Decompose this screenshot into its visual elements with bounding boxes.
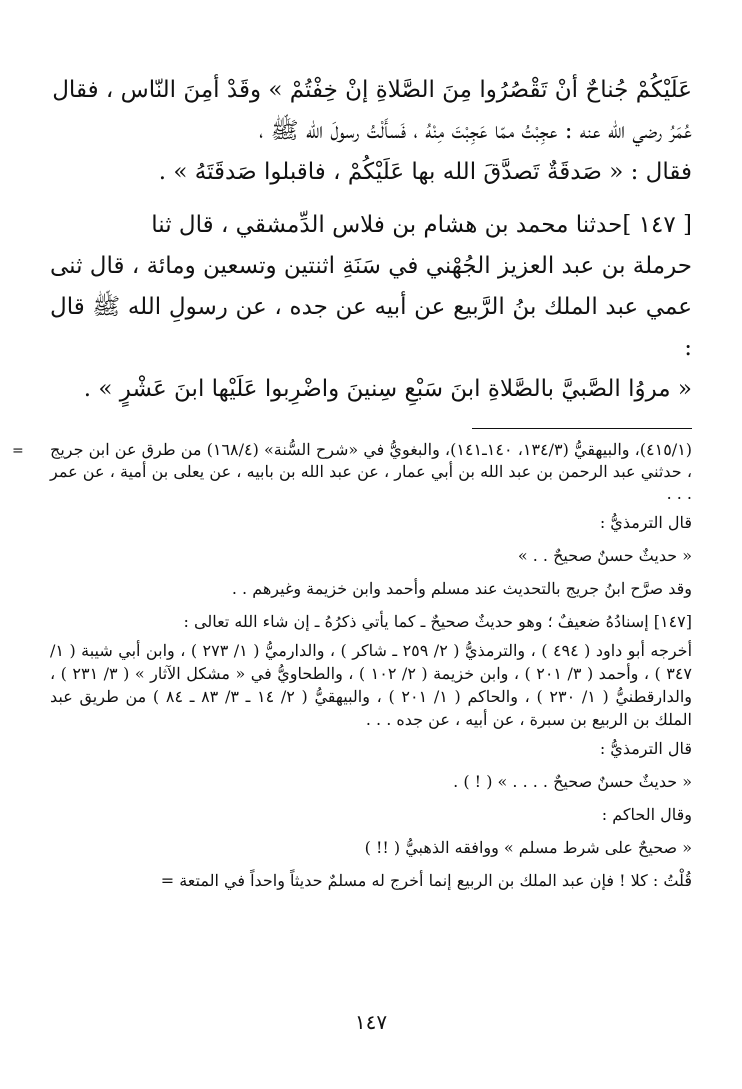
footnote-line: قُلْتُ : كلا ! فإن عبد الملك بن الربيع إنما أخرج له مسلمٌ حديثاً واحداً في المتعة = xyxy=(160,871,692,890)
text-line: عَلَيْكُمْ جُناحٌ أنْ تَقْصُرُوا مِنَ الصَّلاةِ إنْ خِفْتُمْ » وقَدْ أمِنَ النّاس ، فقال xyxy=(52,77,692,103)
footnote-line: « حديثٌ حسنٌ صحيحٌ . . . . » ( ! ) . xyxy=(453,772,692,791)
hadith-147-line: [ ١٤٧ ]حدثنا محمد بن هشام بن فلاس الدِّمشقي ، قال ثنا xyxy=(151,212,692,238)
footnote-paragraph: (٤١٥/١)، والبيهقيُّ (١٣٤/٣، ١٤٠ـ١٤١)، والبغويُّ في «شرح السُّنة» (١٦٨/٤) من طرق عن ابن جريج ، حدثني عبد الرحمن بن عبد الله بن أبي عمار ، عن عبد الله بن بابيه ، عن يعلى بن أمية ، عن عمر . . . xyxy=(50,440,693,503)
footnote-heading-147: [١٤٧] إسنادُهُ ضعيفٌ ؛ وهو حديثٌ صحيحٌ ـ كما يأتي ذكرُهُ ـ إن شاء الله تعالى : xyxy=(183,612,692,631)
footnote-line: « حديثٌ حسنٌ صحيحٌ . . » xyxy=(517,546,692,565)
footnote-line: وقد صرَّح ابنُ جريج بالتحديث عند مسلم وأحمد وابن خزيمة وغيرهم . . xyxy=(231,579,692,598)
footnote-line: وقال الحاكم : xyxy=(601,805,692,824)
footnote-line: قال الترمذيُّ : xyxy=(599,739,692,758)
text-line: عُمَرُ رضي الله عنه : عجِبْتُ ممّا عَجِبْتَ مِنْهُ ، فَسأَلْتُ رسولَ الله ﷺ ، xyxy=(259,118,692,144)
footnote-separator xyxy=(472,428,692,429)
page-number: ١٤٧ xyxy=(354,1010,388,1034)
text-line: عمي عبد الملك بنُ الرَّبيع عن أبيه عن جده ، عن رسولِ الله ﷺ قال : xyxy=(50,294,692,361)
footnote-line: « صحيحٌ على شرط مسلم » ووافقه الذهبيُّ ( !! ) xyxy=(364,838,692,857)
continuation-mark: = xyxy=(12,443,24,459)
footnote-line: قال الترمذيُّ : xyxy=(599,513,692,532)
text-line: حرملة بن عبد العزيز الجُهْني في سَنَةِ اثنتين وتسعين ومائة ، قال ثنى xyxy=(49,253,692,279)
text-line: « مروُا الصَّبيَّ بالصَّلاةِ ابنَ سَبْعِ سِنينَ واضْرِبوا عَلَيْها ابنَ عَشْرٍ » . xyxy=(83,376,692,402)
footnote-paragraph: أخرجه أبو داود ( ٤٩٤ ) ، والترمذيُّ ( ٢/ ٢٥٩ ـ شاكر ) ، والدارميُّ ( ١/ ٢٧٣ ) ، وابن أبي شيبة ( ١/ ٣٤٧ ) ، وأحمد ( ٣/ ٢٠١ ) ، وابن خزيمة ( ٢/ ١٠٢ ) ، والطحاويُّ في « مشكل الآثار » ( ٣/ ٢٣١ ) ، والدارقطنيُّ ( ١/ ٢٣٠ ) ، والحاكم ( ١/ ٢٠١ ) ، والبيهقيُّ ( ٢/ ١٤ ـ ٣/ ٨٣ ـ ٨٤ ) من طريق عبد الملك بن الربيع بن سبرة ، عن أبيه ، عن جده . . . xyxy=(50,641,693,729)
footnotes xyxy=(12,439,693,896)
text-line: فقال : « صَدقَةٌ تَصدَّقَ الله بها عَلَيْكُمْ ، فاقبلوا صَدقَتَهُ » . xyxy=(158,159,692,185)
main-text xyxy=(50,70,692,410)
